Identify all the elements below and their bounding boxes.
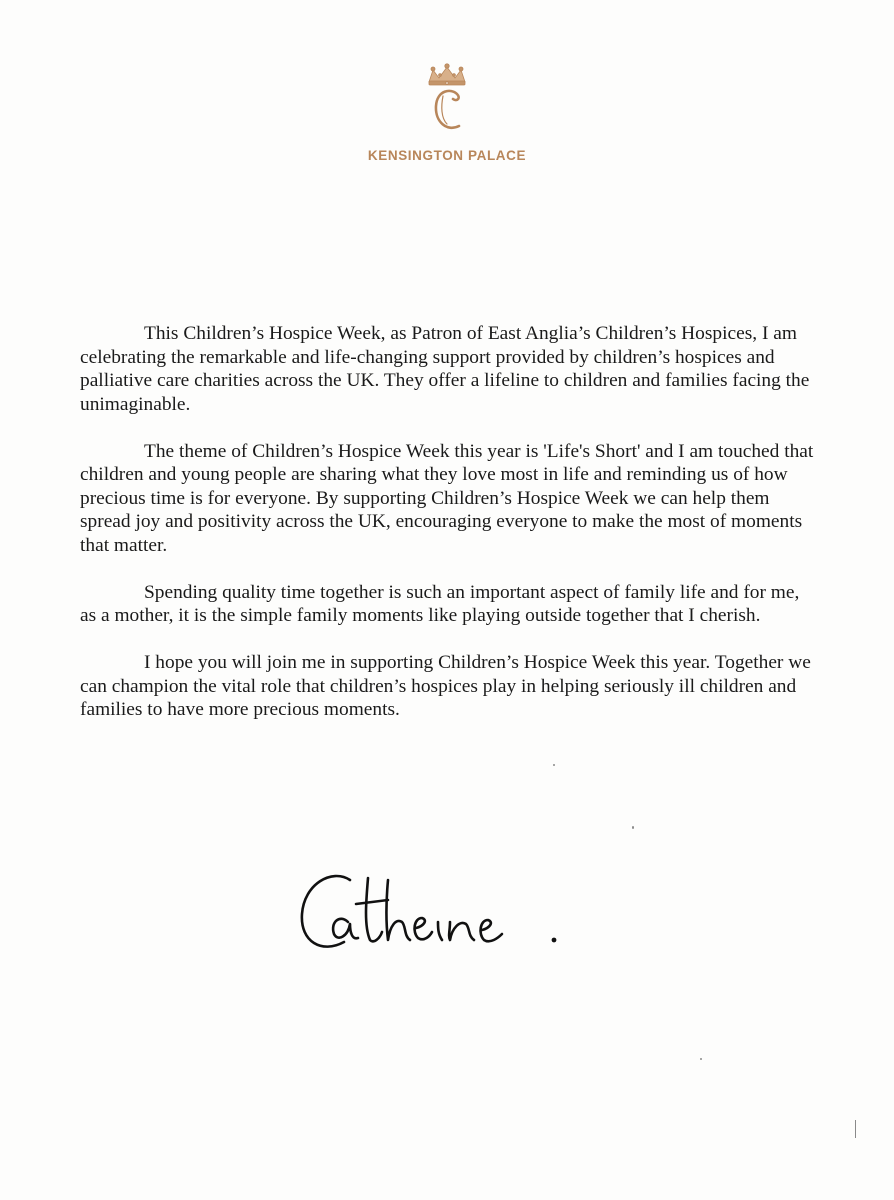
scan-speck [855, 1120, 856, 1138]
crown-cypher-icon [417, 62, 477, 142]
letterhead [0, 62, 894, 163]
scan-speck [700, 1058, 702, 1060]
paragraph: This Children’s Hospice Week, as Patron of East Anglia’s Children’s Hospices, I am celebrating the remarkable and life-changing support provided by children’s hospices and palliative care charities across the UK. They offer a lifeline to children and families facing the unimaginable. [80, 323, 810, 415]
signature [292, 862, 582, 972]
letter-body [80, 322, 820, 745]
scan-speck [632, 826, 634, 829]
scan-speck [553, 764, 555, 766]
palace-name: KENSINGTON PALACE [367, 148, 527, 163]
paragraph: Spending quality time together is such an important aspect of family life and for me, as a mother, it is the simple family moments like playing outside together that I cherish. [80, 581, 800, 626]
paragraph: The theme of Children’s Hospice Week this year is 'Life's Short' and I am touched that children and young people are sharing what they love most in life and reminding us of how precious time is for everyone. By supporting Children’s Hospice Week we can help them spread joy and positivity across the UK, encouraging everyone to make the most of moments that matter. [80, 440, 814, 556]
paragraph: I hope you will join me in supporting Children’s Hospice Week this year. Together we can champion the vital role that children’s hospices play in helping seriously ill children and families to have more precious moments. [80, 652, 811, 720]
